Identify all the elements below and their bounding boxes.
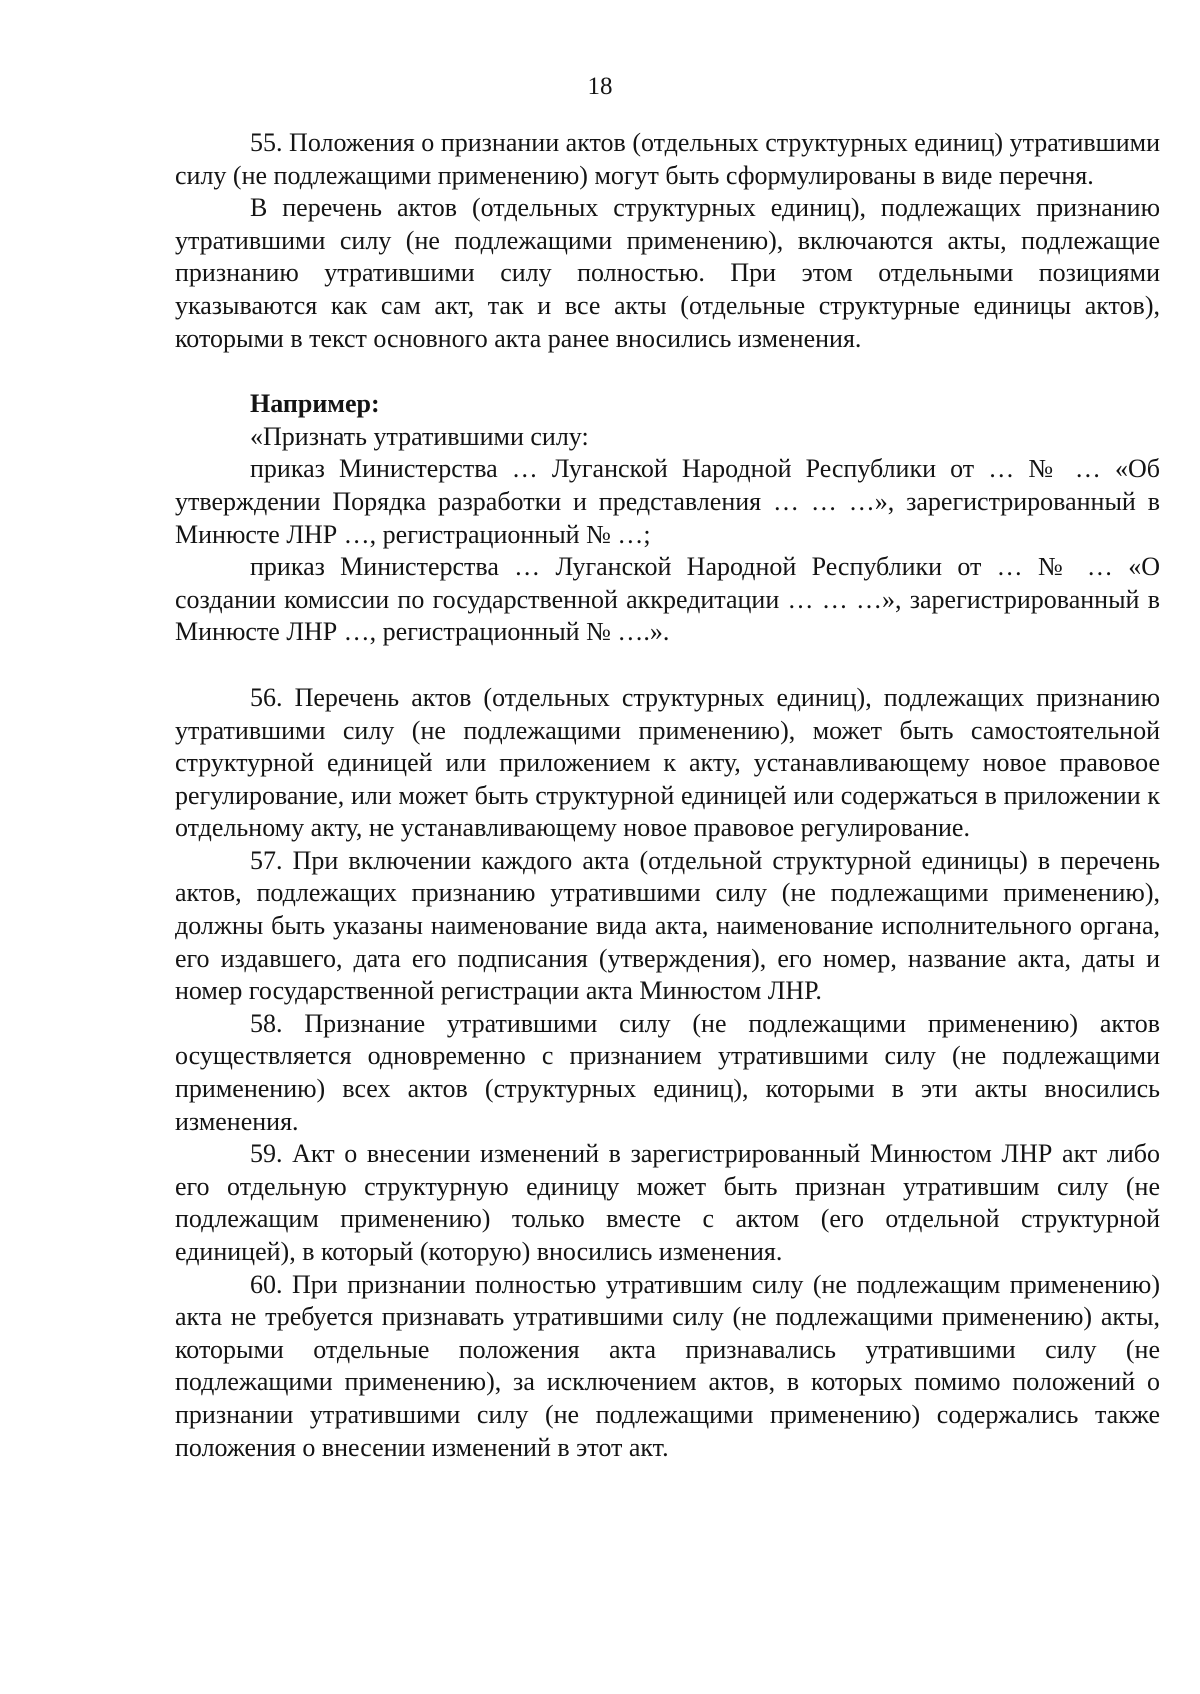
document-body xyxy=(175,127,1160,1464)
paragraph-55: 55. Положения о признании актов (отдельных структурных единиц) утратившими силу (не подлежащими применению) могут быть сформулированы в виде перечня. xyxy=(175,128,1160,190)
example-item-2: приказ Министерства … Луганской Народной Республики от … № … «О создании комиссии по государственной аккредитации … … …», зарегистрированный в Минюсте ЛНР …, регистрационный № ….». xyxy=(175,552,1160,647)
example-intro: «Признать утратившими силу: xyxy=(250,421,589,451)
example-heading: Например: xyxy=(250,389,380,419)
paragraph-55-list-description: В перечень актов (отдельных структурных единиц), подлежащих признанию утратившими силу (не подлежащими применению), включаются акты, подлежащие признанию утратившими силу полностью. При этом отдельными позициями указываются как сам акт, так и все акты (отдельные структурные единицы актов), которыми в текст основного акта ранее вносились изменения. xyxy=(175,193,1160,353)
page-number: 18 xyxy=(587,73,613,100)
paragraph-56: 56. Перечень актов (отдельных структурных единиц), подлежащих признанию утратившими силу (не подлежащими применению), может быть самостоятельной структурной единицей или приложением к акту, устанавливающему новое правовое регулирование, или может быть структурной единицей или содержаться в приложении к отдельному акту, не устанавливающему новое правовое регулирование. xyxy=(175,682,1160,843)
paragraph-60: 60. При признании полностью утратившим силу (не подлежащим применению) акта не требуется признавать утратившими силу (не подлежащими применению) акты, которыми отдельные положения акта признавались утратившими силу (не подлежащими применению), за исключением актов, в которых помимо положений о признании утратившими силу (не подлежащими применению) содержались также положения о внесении изменений в этот акт. xyxy=(175,1269,1160,1462)
paragraph-59: 59. Акт о внесении изменений в зарегистрированный Минюстом ЛНР акт либо его отдельную структурную единицу может быть признан утратившим силу (не подлежащим применению) только вместе с актом (его отдельной структурной единицей), в который (которую) вносились изменения. xyxy=(175,1139,1160,1266)
example-item-1: приказ Министерства … Луганской Народной Республики от … № … «Об утверждении Порядка разработки и представления … … …», зарегистрированный в Минюсте ЛНР …, регистрационный № …; xyxy=(175,454,1160,549)
paragraph-58: 58. Признание утратившими силу (не подлежащими применению) актов осуществляется одновременно с признанием утратившими силу (не подлежащими применению) всех актов (структурных единиц), которыми в эти акты вносились изменения. xyxy=(175,1008,1160,1136)
paragraph-57: 57. При включении каждого акта (отдельной структурной единицы) в перечень актов, подлежащих признанию утратившими силу (не подлежащими применению), должны быть указаны наименование вида акта, наименование исполнительного органа, его издавшего, дата его подписания (утверждения), его номер, название акта, даты и номер государственной регистрации акта Минюстом ЛНР. xyxy=(175,845,1160,1006)
